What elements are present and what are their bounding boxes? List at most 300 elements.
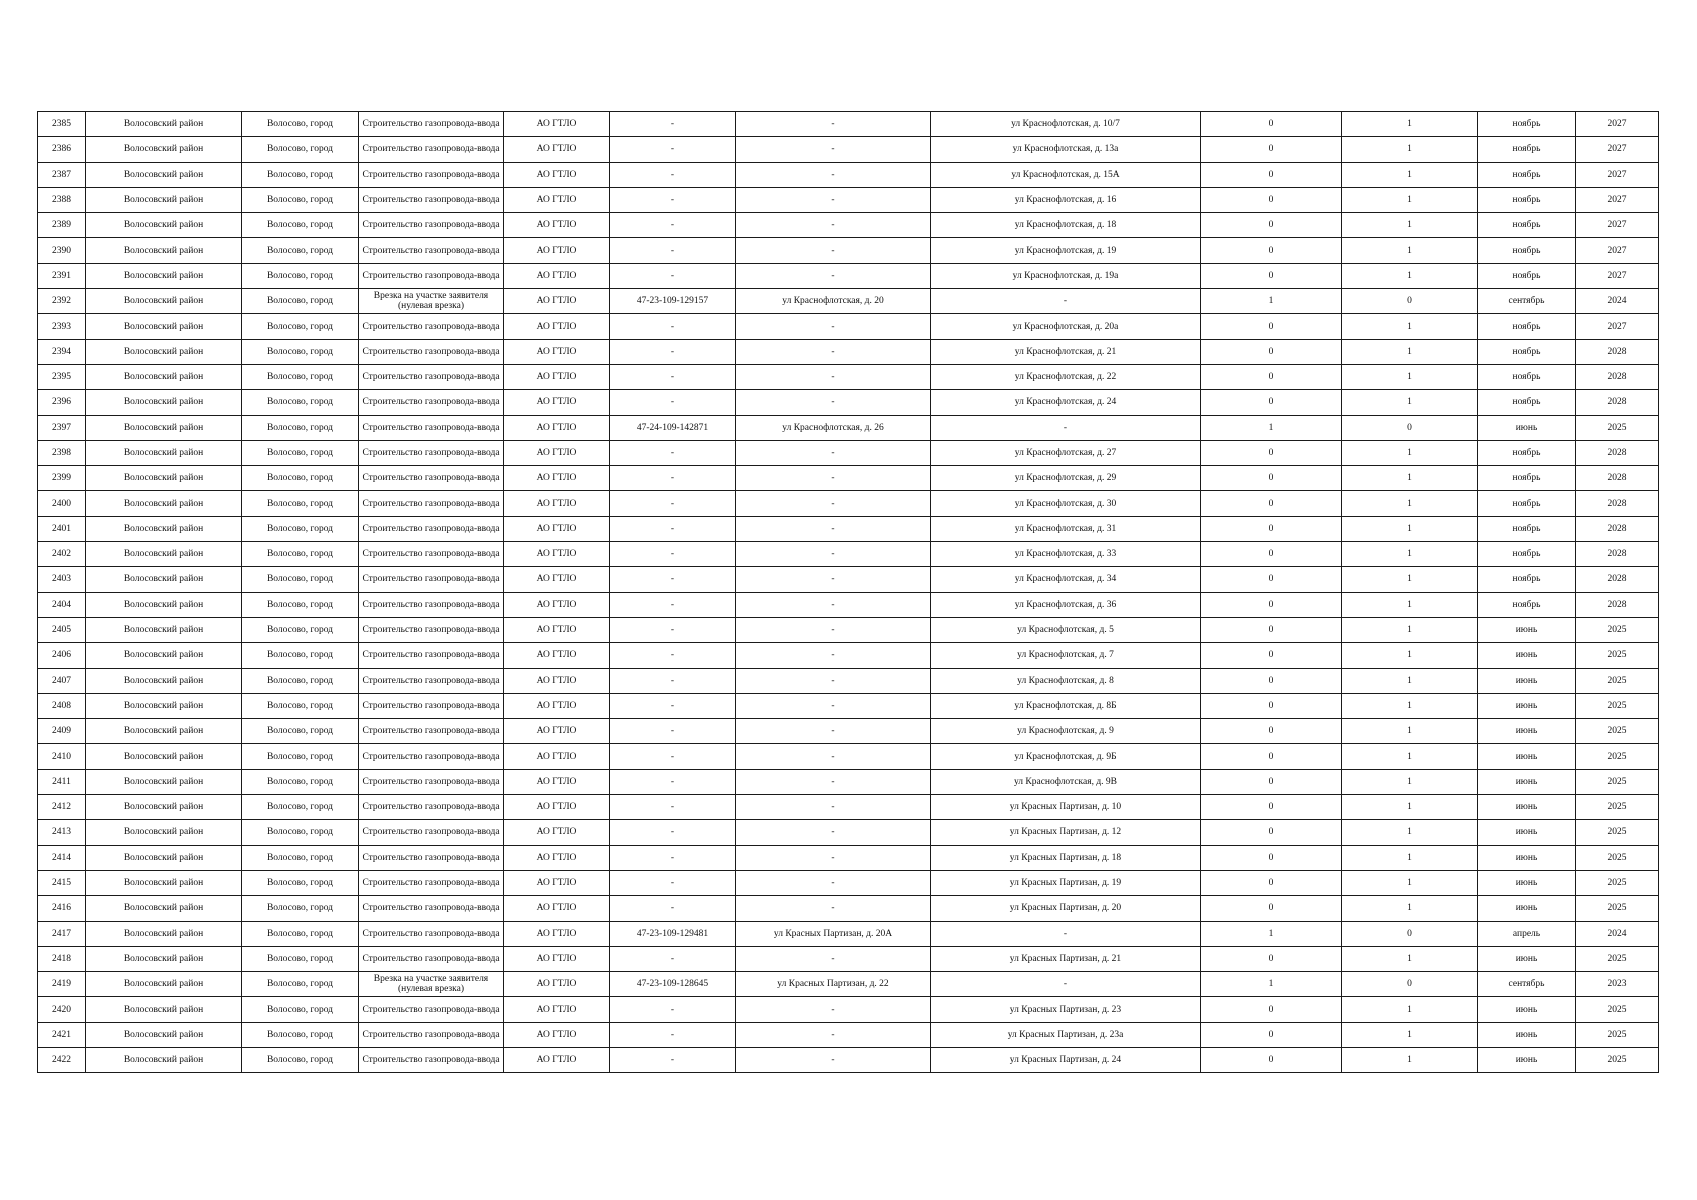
month-cell: июнь	[1478, 643, 1576, 668]
contract-number-cell: -	[610, 263, 736, 288]
work-type-cell: Строительство газопровода-ввода	[359, 896, 504, 921]
month-cell: июнь	[1478, 1022, 1576, 1047]
contract-address-cell: -	[736, 769, 931, 794]
organization-cell: АО ГТЛО	[504, 415, 610, 440]
count-planned-cell: 1	[1342, 137, 1478, 162]
locality-cell: Волосово, город	[242, 213, 359, 238]
work-type-cell: Строительство газопровода-ввода	[359, 516, 504, 541]
address-cell: ул Краснофлотская, д. 36	[931, 592, 1201, 617]
count-contract-cell: 0	[1201, 542, 1342, 567]
year-cell: 2023	[1576, 972, 1659, 997]
district-cell: Волосовский район	[86, 744, 242, 769]
organization-cell: АО ГТЛО	[504, 440, 610, 465]
organization-cell: АО ГТЛО	[504, 643, 610, 668]
year-cell: 2027	[1576, 238, 1659, 263]
table-row	[38, 617, 1659, 642]
count-planned-cell: 1	[1342, 187, 1478, 212]
row-number-cell: 2407	[38, 668, 86, 693]
year-cell: 2025	[1576, 795, 1659, 820]
address-cell: ул Красных Партизан, д. 23а	[931, 1022, 1201, 1047]
locality-cell: Волосово, город	[242, 845, 359, 870]
row-number-cell: 2410	[38, 744, 86, 769]
count-planned-cell: 1	[1342, 466, 1478, 491]
contract-number-cell: -	[610, 795, 736, 820]
year-cell: 2028	[1576, 440, 1659, 465]
district-cell: Волосовский район	[86, 162, 242, 187]
row-number-cell: 2394	[38, 339, 86, 364]
address-cell: ул Краснофлотская, д. 15А	[931, 162, 1201, 187]
count-planned-cell: 1	[1342, 719, 1478, 744]
address-cell: -	[931, 415, 1201, 440]
count-planned-cell: 0	[1342, 972, 1478, 997]
contract-address-cell: -	[736, 314, 931, 339]
year-cell: 2028	[1576, 516, 1659, 541]
count-contract-cell: 0	[1201, 390, 1342, 415]
district-cell: Волосовский район	[86, 896, 242, 921]
count-contract-cell: 0	[1201, 213, 1342, 238]
contract-address-cell: -	[736, 187, 931, 212]
count-contract-cell: 1	[1201, 972, 1342, 997]
work-type-cell: Строительство газопровода-ввода	[359, 870, 504, 895]
count-contract-cell: 0	[1201, 997, 1342, 1022]
contract-address-cell: ул Краснофлотская, д. 20	[736, 289, 931, 314]
address-cell: -	[931, 921, 1201, 946]
table-row	[38, 719, 1659, 744]
row-number-cell: 2419	[38, 972, 86, 997]
locality-cell: Волосово, город	[242, 137, 359, 162]
contract-number-cell: -	[610, 617, 736, 642]
table-row	[38, 1022, 1659, 1047]
contract-number-cell: -	[610, 643, 736, 668]
row-number-cell: 2405	[38, 617, 86, 642]
table-row	[38, 693, 1659, 718]
table-row	[38, 820, 1659, 845]
count-planned-cell: 1	[1342, 542, 1478, 567]
row-number-cell: 2421	[38, 1022, 86, 1047]
row-number-cell: 2392	[38, 289, 86, 314]
organization-cell: АО ГТЛО	[504, 668, 610, 693]
count-contract-cell: 1	[1201, 921, 1342, 946]
month-cell: июнь	[1478, 845, 1576, 870]
district-cell: Волосовский район	[86, 693, 242, 718]
month-cell: июнь	[1478, 946, 1576, 971]
district-cell: Волосовский район	[86, 364, 242, 389]
organization-cell: АО ГТЛО	[504, 1022, 610, 1047]
contract-number-cell: -	[610, 845, 736, 870]
locality-cell: Волосово, город	[242, 440, 359, 465]
month-cell: ноябрь	[1478, 440, 1576, 465]
contract-number-cell: -	[610, 668, 736, 693]
contract-number-cell: -	[610, 466, 736, 491]
contract-number-cell: -	[610, 516, 736, 541]
year-cell: 2025	[1576, 870, 1659, 895]
count-planned-cell: 1	[1342, 896, 1478, 921]
contract-number-cell: -	[610, 238, 736, 263]
organization-cell: АО ГТЛО	[504, 845, 610, 870]
count-contract-cell: 0	[1201, 263, 1342, 288]
work-type-cell: Строительство газопровода-ввода	[359, 820, 504, 845]
count-planned-cell: 1	[1342, 769, 1478, 794]
year-cell: 2027	[1576, 187, 1659, 212]
month-cell: ноябрь	[1478, 187, 1576, 212]
locality-cell: Волосово, город	[242, 542, 359, 567]
row-number-cell: 2414	[38, 845, 86, 870]
table-row	[38, 870, 1659, 895]
contract-number-cell: -	[610, 744, 736, 769]
locality-cell: Волосово, город	[242, 314, 359, 339]
count-contract-cell: 0	[1201, 845, 1342, 870]
gas-connection-table	[37, 111, 1659, 1073]
address-cell: ул Краснофлотская, д. 9В	[931, 769, 1201, 794]
address-cell: -	[931, 972, 1201, 997]
month-cell: ноябрь	[1478, 314, 1576, 339]
address-cell: ул Краснофлотская, д. 30	[931, 491, 1201, 516]
district-cell: Волосовский район	[86, 567, 242, 592]
organization-cell: АО ГТЛО	[504, 972, 610, 997]
table-row	[38, 896, 1659, 921]
count-contract-cell: 0	[1201, 238, 1342, 263]
locality-cell: Волосово, город	[242, 112, 359, 137]
year-cell: 2025	[1576, 719, 1659, 744]
row-number-cell: 2413	[38, 820, 86, 845]
address-cell: ул Краснофлотская, д. 22	[931, 364, 1201, 389]
table-row	[38, 592, 1659, 617]
locality-cell: Волосово, город	[242, 972, 359, 997]
address-cell: ул Краснофлотская, д. 31	[931, 516, 1201, 541]
table-row	[38, 567, 1659, 592]
address-cell: ул Краснофлотская, д. 24	[931, 390, 1201, 415]
work-type-cell: Строительство газопровода-ввода	[359, 744, 504, 769]
work-type-cell: Строительство газопровода-ввода	[359, 769, 504, 794]
work-type-cell: Строительство газопровода-ввода	[359, 921, 504, 946]
contract-address-cell: -	[736, 466, 931, 491]
work-type-cell: Строительство газопровода-ввода	[359, 693, 504, 718]
row-number-cell: 2391	[38, 263, 86, 288]
year-cell: 2027	[1576, 162, 1659, 187]
address-cell: ул Краснофлотская, д. 33	[931, 542, 1201, 567]
row-number-cell: 2398	[38, 440, 86, 465]
organization-cell: АО ГТЛО	[504, 719, 610, 744]
contract-address-cell: -	[736, 592, 931, 617]
contract-number-cell: -	[610, 820, 736, 845]
district-cell: Волосовский район	[86, 617, 242, 642]
row-number-cell: 2412	[38, 795, 86, 820]
work-type-cell: Строительство газопровода-ввода	[359, 238, 504, 263]
contract-number-cell: -	[610, 719, 736, 744]
organization-cell: АО ГТЛО	[504, 339, 610, 364]
organization-cell: АО ГТЛО	[504, 364, 610, 389]
table-row	[38, 491, 1659, 516]
district-cell: Волосовский район	[86, 668, 242, 693]
contract-address-cell: -	[736, 744, 931, 769]
organization-cell: АО ГТЛО	[504, 213, 610, 238]
month-cell: ноябрь	[1478, 491, 1576, 516]
address-cell: ул Красных Партизан, д. 20	[931, 896, 1201, 921]
district-cell: Волосовский район	[86, 795, 242, 820]
table-row	[38, 769, 1659, 794]
address-cell: ул Краснофлотская, д. 10/7	[931, 112, 1201, 137]
count-planned-cell: 1	[1342, 592, 1478, 617]
address-cell: ул Краснофлотская, д. 20а	[931, 314, 1201, 339]
address-cell: ул Красных Партизан, д. 19	[931, 870, 1201, 895]
contract-address-cell: -	[736, 896, 931, 921]
count-planned-cell: 1	[1342, 820, 1478, 845]
row-number-cell: 2422	[38, 1047, 86, 1072]
district-cell: Волосовский район	[86, 137, 242, 162]
table-row	[38, 466, 1659, 491]
contract-number-cell: -	[610, 137, 736, 162]
count-contract-cell: 0	[1201, 820, 1342, 845]
year-cell: 2028	[1576, 592, 1659, 617]
contract-number-cell: -	[610, 314, 736, 339]
month-cell: июнь	[1478, 668, 1576, 693]
year-cell: 2028	[1576, 491, 1659, 516]
address-cell: ул Красных Партизан, д. 24	[931, 1047, 1201, 1072]
row-number-cell: 2411	[38, 769, 86, 794]
district-cell: Волосовский район	[86, 263, 242, 288]
locality-cell: Волосово, город	[242, 567, 359, 592]
row-number-cell: 2417	[38, 921, 86, 946]
count-planned-cell: 1	[1342, 213, 1478, 238]
count-contract-cell: 1	[1201, 415, 1342, 440]
contract-number-cell: -	[610, 1047, 736, 1072]
year-cell: 2028	[1576, 542, 1659, 567]
count-contract-cell: 0	[1201, 339, 1342, 364]
month-cell: апрель	[1478, 921, 1576, 946]
month-cell: июнь	[1478, 870, 1576, 895]
year-cell: 2027	[1576, 314, 1659, 339]
count-planned-cell: 0	[1342, 289, 1478, 314]
address-cell: ул Краснофлотская, д. 19	[931, 238, 1201, 263]
row-number-cell: 2390	[38, 238, 86, 263]
contract-number-cell: -	[610, 491, 736, 516]
work-type-cell: Строительство газопровода-ввода	[359, 643, 504, 668]
year-cell: 2025	[1576, 617, 1659, 642]
count-contract-cell: 0	[1201, 137, 1342, 162]
row-number-cell: 2415	[38, 870, 86, 895]
locality-cell: Волосово, город	[242, 617, 359, 642]
contract-number-cell: -	[610, 567, 736, 592]
count-contract-cell: 0	[1201, 567, 1342, 592]
locality-cell: Волосово, город	[242, 896, 359, 921]
work-type-cell: Строительство газопровода-ввода	[359, 617, 504, 642]
month-cell: июнь	[1478, 820, 1576, 845]
locality-cell: Волосово, город	[242, 238, 359, 263]
work-type-cell: Строительство газопровода-ввода	[359, 314, 504, 339]
count-planned-cell: 0	[1342, 415, 1478, 440]
count-contract-cell: 0	[1201, 314, 1342, 339]
contract-number-cell: -	[610, 946, 736, 971]
month-cell: ноябрь	[1478, 390, 1576, 415]
count-planned-cell: 1	[1342, 162, 1478, 187]
organization-cell: АО ГТЛО	[504, 567, 610, 592]
contract-address-cell: -	[736, 238, 931, 263]
locality-cell: Волосово, город	[242, 263, 359, 288]
work-type-cell: Строительство газопровода-ввода	[359, 845, 504, 870]
contract-address-cell: -	[736, 693, 931, 718]
month-cell: ноябрь	[1478, 466, 1576, 491]
contract-number-cell: -	[610, 997, 736, 1022]
count-contract-cell: 0	[1201, 643, 1342, 668]
contract-address-cell: ул Красных Партизан, д. 22	[736, 972, 931, 997]
address-cell: ул Краснофлотская, д. 5	[931, 617, 1201, 642]
address-cell: ул Краснофлотская, д. 27	[931, 440, 1201, 465]
table-row	[38, 415, 1659, 440]
contract-number-cell: 47-24-109-142871	[610, 415, 736, 440]
contract-address-cell: ул Красных Партизан, д. 20А	[736, 921, 931, 946]
month-cell: ноябрь	[1478, 592, 1576, 617]
locality-cell: Волосово, город	[242, 997, 359, 1022]
organization-cell: АО ГТЛО	[504, 516, 610, 541]
table-row	[38, 997, 1659, 1022]
locality-cell: Волосово, город	[242, 1022, 359, 1047]
count-contract-cell: 0	[1201, 946, 1342, 971]
table-row	[38, 845, 1659, 870]
contract-address-cell: ул Краснофлотская, д. 26	[736, 415, 931, 440]
month-cell: ноябрь	[1478, 112, 1576, 137]
contract-address-cell: -	[736, 137, 931, 162]
row-number-cell: 2406	[38, 643, 86, 668]
row-number-cell: 2388	[38, 187, 86, 212]
year-cell: 2025	[1576, 643, 1659, 668]
locality-cell: Волосово, город	[242, 820, 359, 845]
organization-cell: АО ГТЛО	[504, 187, 610, 212]
organization-cell: АО ГТЛО	[504, 795, 610, 820]
count-planned-cell: 1	[1342, 946, 1478, 971]
address-cell: ул Краснофлотская, д. 13а	[931, 137, 1201, 162]
count-planned-cell: 1	[1342, 744, 1478, 769]
table-row	[38, 112, 1659, 137]
contract-number-cell: 47-23-109-129481	[610, 921, 736, 946]
month-cell: июнь	[1478, 744, 1576, 769]
district-cell: Волосовский район	[86, 516, 242, 541]
table-row	[38, 213, 1659, 238]
count-planned-cell: 1	[1342, 339, 1478, 364]
month-cell: ноябрь	[1478, 137, 1576, 162]
address-cell: ул Краснофлотская, д. 7	[931, 643, 1201, 668]
organization-cell: АО ГТЛО	[504, 921, 610, 946]
contract-number-cell: -	[610, 896, 736, 921]
contract-address-cell: -	[736, 390, 931, 415]
work-type-cell: Строительство газопровода-ввода	[359, 263, 504, 288]
district-cell: Волосовский район	[86, 820, 242, 845]
count-contract-cell: 0	[1201, 516, 1342, 541]
count-planned-cell: 1	[1342, 668, 1478, 693]
count-contract-cell: 1	[1201, 289, 1342, 314]
contract-address-cell: -	[736, 946, 931, 971]
month-cell: ноябрь	[1478, 364, 1576, 389]
district-cell: Волосовский район	[86, 719, 242, 744]
contract-number-cell: -	[610, 870, 736, 895]
work-type-cell: Строительство газопровода-ввода	[359, 187, 504, 212]
row-number-cell: 2385	[38, 112, 86, 137]
table-row	[38, 162, 1659, 187]
year-cell: 2028	[1576, 466, 1659, 491]
work-type-cell: Строительство газопровода-ввода	[359, 542, 504, 567]
contract-address-cell: -	[736, 643, 931, 668]
count-contract-cell: 0	[1201, 744, 1342, 769]
count-contract-cell: 0	[1201, 1022, 1342, 1047]
district-cell: Волосовский район	[86, 845, 242, 870]
organization-cell: АО ГТЛО	[504, 314, 610, 339]
address-cell: ул Красных Партизан, д. 12	[931, 820, 1201, 845]
contract-number-cell: -	[610, 112, 736, 137]
count-planned-cell: 1	[1342, 238, 1478, 263]
year-cell: 2028	[1576, 567, 1659, 592]
table-row	[38, 668, 1659, 693]
contract-address-cell: -	[736, 162, 931, 187]
count-planned-cell: 0	[1342, 921, 1478, 946]
organization-cell: АО ГТЛО	[504, 491, 610, 516]
row-number-cell: 2396	[38, 390, 86, 415]
organization-cell: АО ГТЛО	[504, 744, 610, 769]
table-row	[38, 744, 1659, 769]
district-cell: Волосовский район	[86, 213, 242, 238]
locality-cell: Волосово, город	[242, 364, 359, 389]
address-cell: ул Краснофлотская, д. 21	[931, 339, 1201, 364]
row-number-cell: 2418	[38, 946, 86, 971]
count-planned-cell: 1	[1342, 617, 1478, 642]
district-cell: Волосовский район	[86, 314, 242, 339]
address-cell: ул Краснофлотская, д. 29	[931, 466, 1201, 491]
work-type-cell: Строительство газопровода-ввода	[359, 390, 504, 415]
address-cell: ул Краснофлотская, д. 9Б	[931, 744, 1201, 769]
count-planned-cell: 1	[1342, 693, 1478, 718]
address-cell: ул Красных Партизан, д. 18	[931, 845, 1201, 870]
table-row	[38, 972, 1659, 997]
table-row	[38, 516, 1659, 541]
row-number-cell: 2404	[38, 592, 86, 617]
year-cell: 2027	[1576, 213, 1659, 238]
table-row	[38, 364, 1659, 389]
contract-address-cell: -	[736, 668, 931, 693]
locality-cell: Волосово, город	[242, 592, 359, 617]
year-cell: 2025	[1576, 769, 1659, 794]
count-planned-cell: 1	[1342, 440, 1478, 465]
work-type-cell: Строительство газопровода-ввода	[359, 137, 504, 162]
locality-cell: Волосово, город	[242, 289, 359, 314]
count-contract-cell: 0	[1201, 162, 1342, 187]
month-cell: июнь	[1478, 769, 1576, 794]
count-contract-cell: 0	[1201, 187, 1342, 212]
address-cell: ул Краснофлотская, д. 8Б	[931, 693, 1201, 718]
year-cell: 2028	[1576, 364, 1659, 389]
organization-cell: АО ГТЛО	[504, 238, 610, 263]
row-number-cell: 2400	[38, 491, 86, 516]
locality-cell: Волосово, город	[242, 744, 359, 769]
month-cell: ноябрь	[1478, 567, 1576, 592]
month-cell: ноябрь	[1478, 213, 1576, 238]
address-cell: ул Краснофлотская, д. 18	[931, 213, 1201, 238]
year-cell: 2028	[1576, 339, 1659, 364]
table-row	[38, 263, 1659, 288]
locality-cell: Волосово, город	[242, 769, 359, 794]
district-cell: Волосовский район	[86, 1047, 242, 1072]
year-cell: 2027	[1576, 112, 1659, 137]
contract-number-cell: -	[610, 440, 736, 465]
year-cell: 2025	[1576, 997, 1659, 1022]
contract-number-cell: -	[610, 769, 736, 794]
contract-address-cell: -	[736, 1047, 931, 1072]
year-cell: 2025	[1576, 415, 1659, 440]
count-planned-cell: 1	[1342, 112, 1478, 137]
work-type-cell: Строительство газопровода-ввода	[359, 592, 504, 617]
contract-address-cell: -	[736, 820, 931, 845]
work-type-cell: Строительство газопровода-ввода	[359, 1047, 504, 1072]
count-planned-cell: 1	[1342, 567, 1478, 592]
month-cell: июнь	[1478, 997, 1576, 1022]
count-contract-cell: 0	[1201, 719, 1342, 744]
